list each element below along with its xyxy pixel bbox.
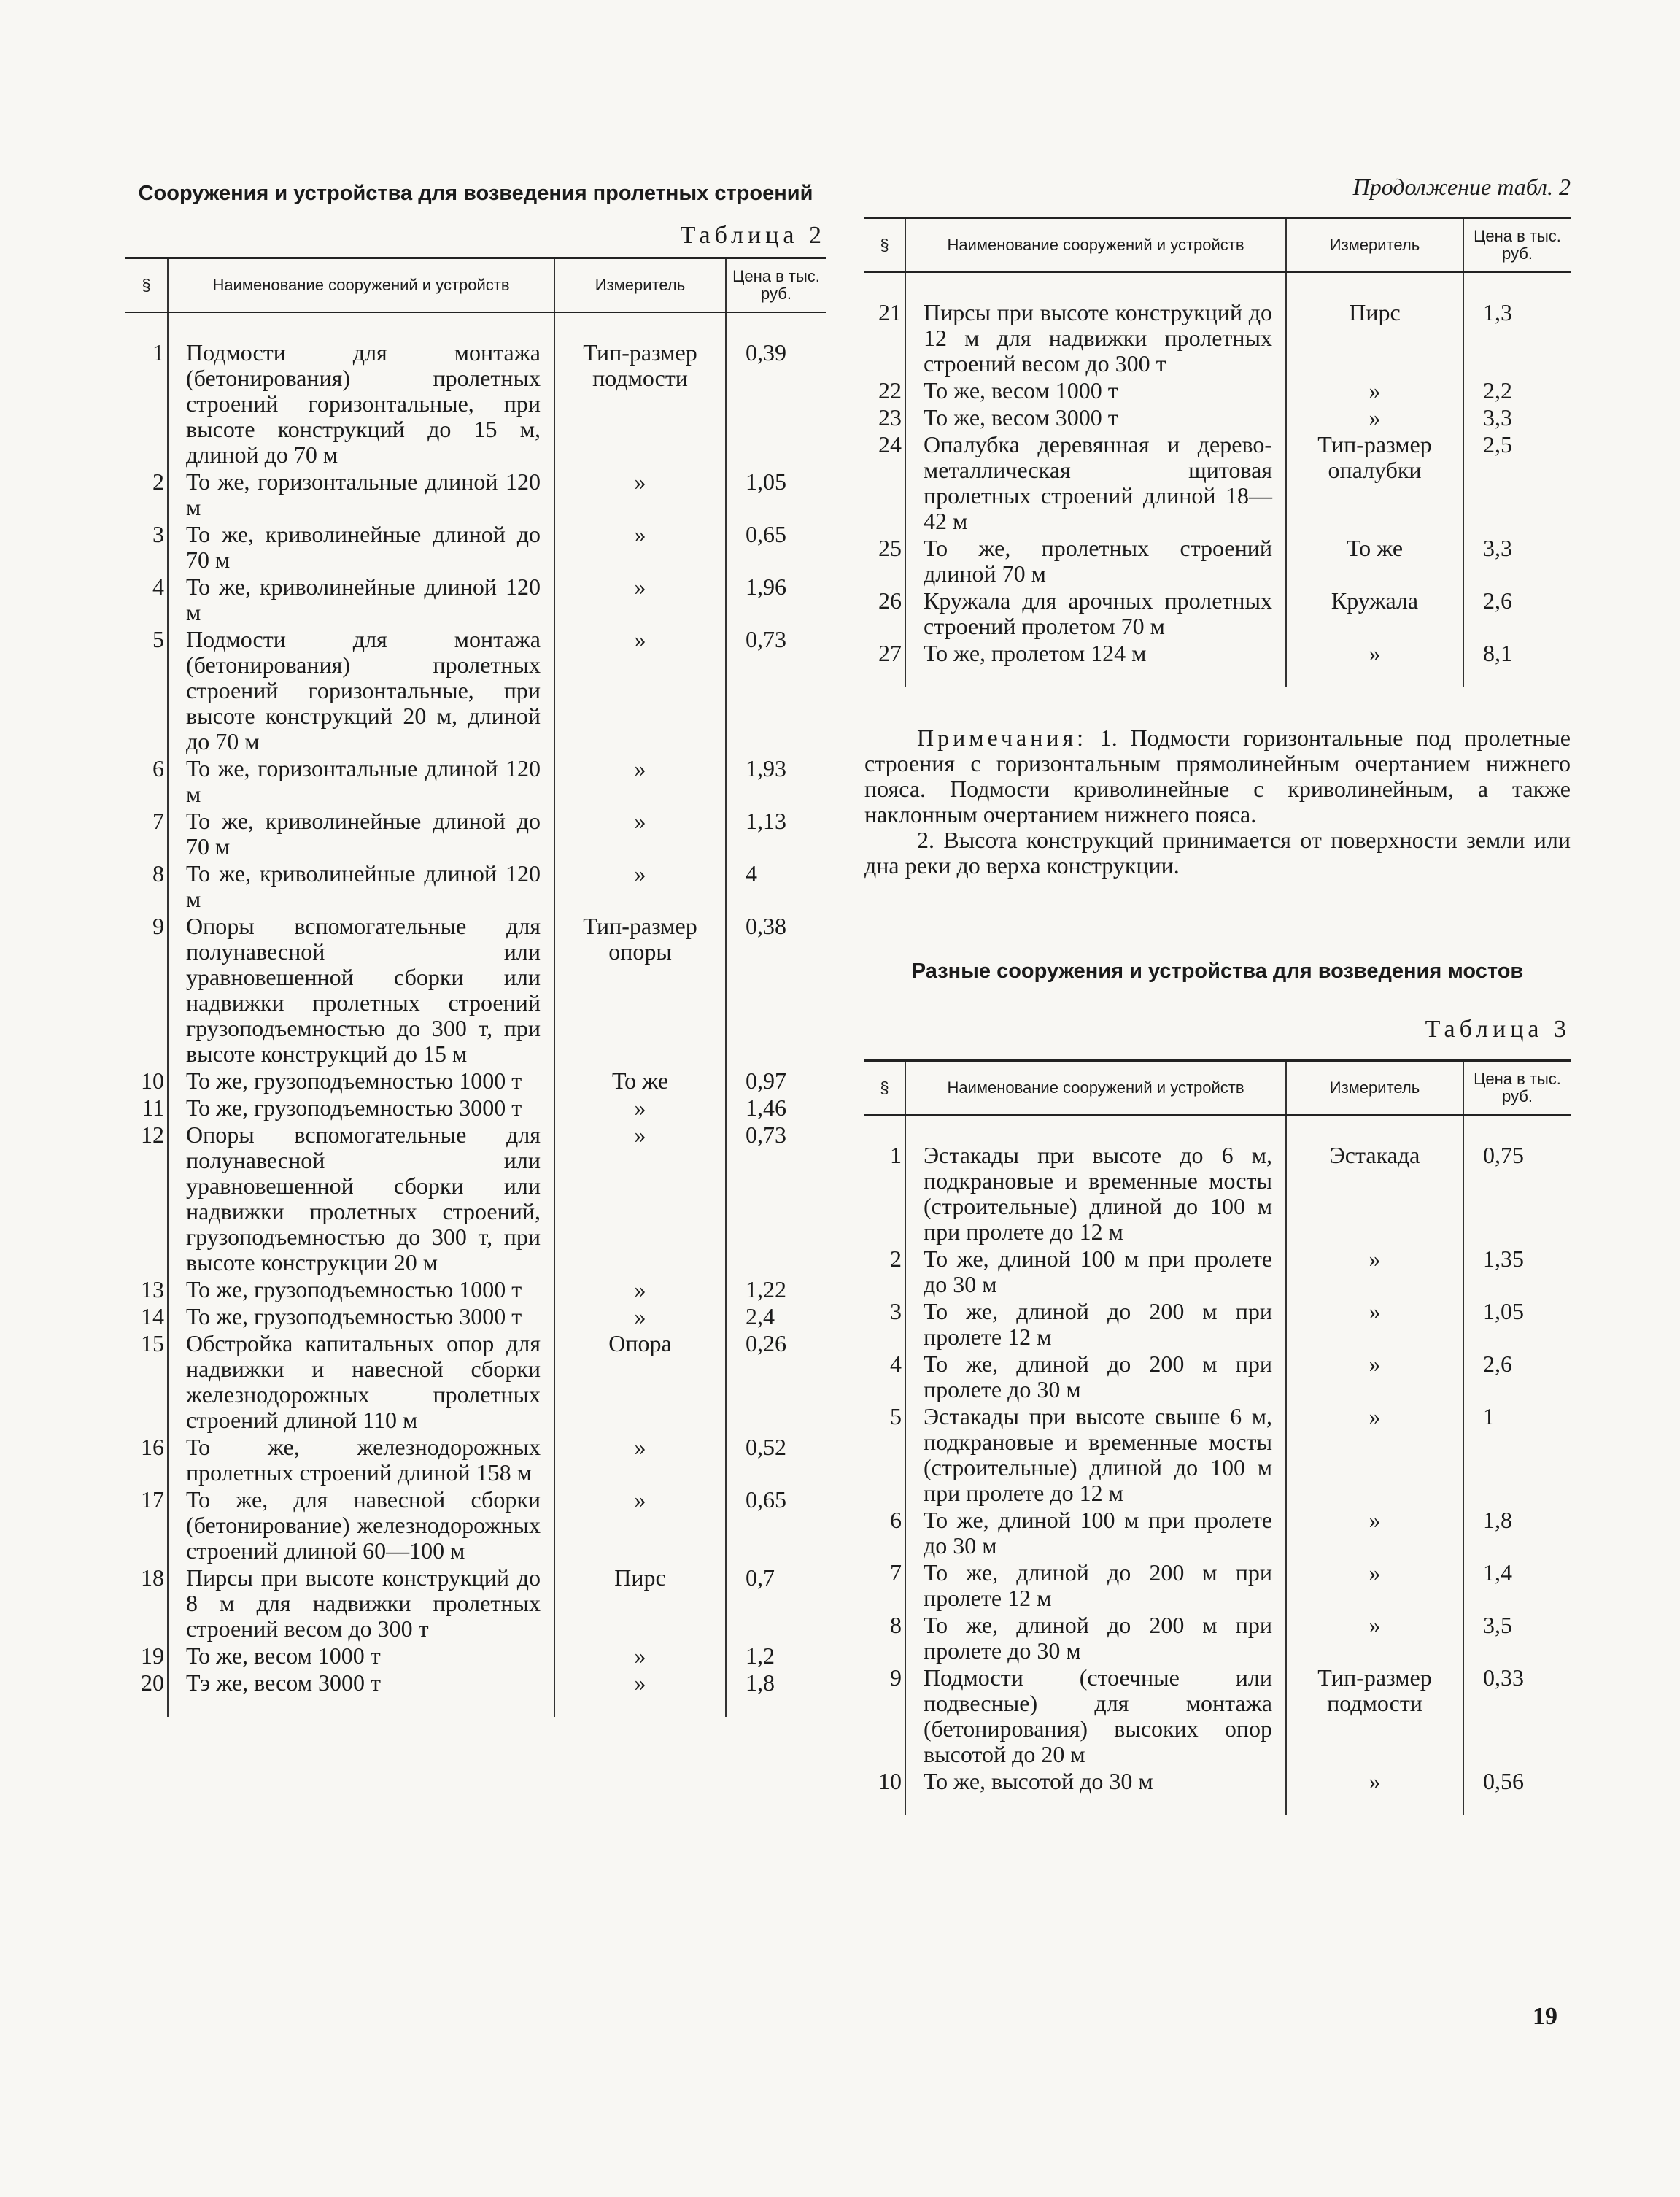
row-price: 1,96 — [726, 574, 826, 626]
table-row — [864, 1768, 1571, 1795]
row-price: 0,97 — [726, 1067, 826, 1094]
page-number: 19 — [1533, 2003, 1557, 2030]
row-measure: » — [554, 1094, 726, 1121]
row-measure: Кружала — [1286, 587, 1463, 640]
row-number: 15 — [141, 1330, 164, 1356]
row-number: 6 — [152, 755, 164, 781]
row-measure: » — [1286, 1403, 1463, 1507]
table-row — [864, 404, 1571, 431]
row-number: 17 — [141, 1486, 164, 1513]
row-number: 4 — [152, 574, 164, 600]
row-price: 1,46 — [726, 1094, 826, 1121]
row-number: 8 — [890, 1612, 902, 1638]
row-price: 2,6 — [1463, 587, 1571, 640]
table-row — [125, 1330, 826, 1434]
table-row — [125, 521, 826, 574]
table-row — [125, 1669, 826, 1696]
row-measure: То же — [1286, 535, 1463, 587]
row-measure: » — [554, 1121, 726, 1276]
row-name: То же, длиной 100 м при пролете до 30 м — [905, 1246, 1286, 1298]
row-price: 0,33 — [1463, 1664, 1571, 1768]
row-number: 26 — [878, 587, 902, 614]
row-number: 7 — [152, 808, 164, 834]
col-header-price: Цена в тыс. руб. — [726, 258, 826, 313]
row-measure: » — [1286, 1351, 1463, 1403]
row-name: То же, грузоподъемностью 1000 т — [168, 1276, 554, 1303]
row-price: 1,05 — [726, 468, 826, 521]
col-header-paragraph: § — [864, 1061, 905, 1116]
table-row — [125, 1121, 826, 1276]
row-measure: » — [1286, 1612, 1463, 1664]
row-price: 1 — [1463, 1403, 1571, 1507]
row-price: 2,5 — [1463, 431, 1571, 535]
row-number: 14 — [141, 1303, 164, 1329]
row-name: Пирсы при высоте конструкций до 8 м для надвижки пролетных строений весом до 300 т — [168, 1564, 554, 1642]
row-price: 2,4 — [726, 1303, 826, 1330]
row-number: 22 — [878, 377, 902, 404]
row-price: 1,93 — [726, 755, 826, 808]
table-row — [864, 1507, 1571, 1559]
row-name: То же, криволинейные длиной до 70 м — [168, 808, 554, 860]
table-row — [864, 1298, 1571, 1351]
row-name: Подмости для монтажа (бетонирования) пролетных строений горизонтальные, при высоте конструкций 20 м, длиной до 70 м — [168, 626, 554, 755]
table-row — [125, 1094, 826, 1121]
row-name: То же, длиной до 200 м при пролете 12 м — [905, 1559, 1286, 1612]
row-measure: То же — [554, 1067, 726, 1094]
row-measure: » — [1286, 1507, 1463, 1559]
row-price: 0,73 — [726, 626, 826, 755]
row-number: 13 — [141, 1276, 164, 1302]
row-measure: Тип-размер опоры — [554, 913, 726, 1067]
row-measure: » — [554, 755, 726, 808]
row-measure: Эстакада — [1286, 1142, 1463, 1246]
table-row — [864, 377, 1571, 404]
row-measure: » — [554, 521, 726, 574]
row-measure: » — [554, 1669, 726, 1696]
row-measure: » — [554, 1486, 726, 1564]
row-price: 8,1 — [1463, 640, 1571, 667]
row-name: То же, длиной до 200 м при пролете 12 м — [905, 1298, 1286, 1351]
row-measure: » — [554, 1434, 726, 1486]
row-name: Кружала для арочных пролетных строений пролетом 70 м — [905, 587, 1286, 640]
row-price: 0,38 — [726, 913, 826, 1067]
row-measure: Тип-размер подмости — [1286, 1664, 1463, 1768]
table-row — [125, 1564, 826, 1642]
row-name: Эстакады при высоте свыше 6 м, подкрановые и временные мосты (строительные) длиной до 100 м при пролете до 12 м — [905, 1403, 1286, 1507]
row-number: 16 — [141, 1434, 164, 1460]
row-price: 0,65 — [726, 521, 826, 574]
row-price: 1,35 — [1463, 1246, 1571, 1298]
row-price: 0,52 — [726, 1434, 826, 1486]
row-price: 1,8 — [1463, 1507, 1571, 1559]
row-name: Эстакады при высоте до 6 м, подкрановые и временные мосты (строительные) длиной до 100 м при пролете до 12 м — [905, 1142, 1286, 1246]
row-price: 1,05 — [1463, 1298, 1571, 1351]
row-name: То же, горизонтальные длиной 120 м — [168, 468, 554, 521]
table-row — [864, 1664, 1571, 1768]
row-name: Пирсы при высоте конструкций до 12 м для надвижки пролетных строений весом до 300 т — [905, 299, 1286, 377]
row-measure: Тип-размер подмости — [554, 339, 726, 468]
table-row — [125, 1067, 826, 1094]
table-row — [864, 431, 1571, 535]
row-name: То же, длиной 100 м при пролете до 30 м — [905, 1507, 1286, 1559]
row-measure: Тип-размер опалубки — [1286, 431, 1463, 535]
row-number: 23 — [878, 404, 902, 430]
row-name: То же, криволинейные длиной 120 м — [168, 574, 554, 626]
table-row — [864, 587, 1571, 640]
row-name: То же, для навесной сборки (бетонирование) железнодорожных строений длиной 60—100 м — [168, 1486, 554, 1564]
row-measure: » — [554, 860, 726, 913]
row-name: То же, грузоподъемностью 3000 т — [168, 1094, 554, 1121]
table-row — [125, 860, 826, 913]
row-name: То же, грузоподъемностью 1000 т — [168, 1067, 554, 1094]
row-name: То же, горизонтальные длиной 120 м — [168, 755, 554, 808]
row-number: 3 — [152, 521, 164, 547]
row-price: 1,2 — [726, 1642, 826, 1669]
row-name: То же, весом 3000 т — [905, 404, 1286, 431]
row-number: 1 — [890, 1142, 902, 1168]
table-row — [125, 626, 826, 755]
table-3 — [864, 1059, 1571, 1815]
table-row — [125, 913, 826, 1067]
table-row — [125, 339, 826, 468]
table-row — [864, 1142, 1571, 1246]
col-header-name: Наименование сооружений и устройств — [905, 218, 1286, 273]
right-column — [864, 174, 1571, 1815]
notes-heading: Примечания: — [917, 725, 1088, 751]
row-measure: » — [1286, 1559, 1463, 1612]
table-row — [125, 755, 826, 808]
row-measure: » — [554, 574, 726, 626]
row-measure: » — [1286, 1768, 1463, 1795]
row-name: Обстройка капитальных опор для надвижки и навесной сборки железнодорожных пролетных строений длиной 110 м — [168, 1330, 554, 1434]
row-price: 0,75 — [1463, 1142, 1571, 1246]
table-row — [864, 1559, 1571, 1612]
row-number: 21 — [878, 299, 902, 325]
row-measure: Пирс — [554, 1564, 726, 1642]
row-price: 3,5 — [1463, 1612, 1571, 1664]
row-number: 12 — [141, 1121, 164, 1148]
row-price: 3,3 — [1463, 535, 1571, 587]
row-measure: » — [554, 626, 726, 755]
table-row — [125, 1486, 826, 1564]
table-2-continued — [864, 217, 1571, 687]
row-price: 0,7 — [726, 1564, 826, 1642]
table3-title: Разные сооружения и устройства для возведения мостов — [911, 960, 1524, 983]
row-price: 1,13 — [726, 808, 826, 860]
col-header-price: Цена в тыс. руб. — [1463, 1061, 1571, 1116]
row-price: 4 — [726, 860, 826, 913]
row-name: То же, длиной до 200 м при пролете до 30 м — [905, 1351, 1286, 1403]
col-header-measure: Измеритель — [554, 258, 726, 313]
row-number: 20 — [141, 1669, 164, 1696]
row-price: 1,3 — [1463, 299, 1571, 377]
row-number: 24 — [878, 431, 902, 457]
row-number: 1 — [152, 339, 164, 366]
table-row — [125, 1303, 826, 1330]
row-number: 10 — [141, 1067, 164, 1094]
row-number: 9 — [890, 1664, 902, 1691]
row-number: 11 — [142, 1094, 164, 1121]
table-row — [864, 1351, 1571, 1403]
row-number: 6 — [890, 1507, 902, 1533]
row-price: 0,65 — [726, 1486, 826, 1564]
row-name: То же, весом 1000 т — [168, 1642, 554, 1669]
row-number: 18 — [141, 1564, 164, 1591]
table-row — [125, 808, 826, 860]
row-number: 4 — [890, 1351, 902, 1377]
table2-label: Таблица 2 — [680, 222, 826, 249]
col-header-price: Цена в тыс. руб. — [1463, 218, 1571, 273]
table-row — [864, 299, 1571, 377]
row-measure: » — [1286, 1246, 1463, 1298]
row-price: 1,4 — [1463, 1559, 1571, 1612]
row-measure: » — [554, 808, 726, 860]
row-name: То же, криволинейные длиной 120 м — [168, 860, 554, 913]
col-header-name: Наименование сооружений и устройств — [168, 258, 554, 313]
row-measure: » — [1286, 1298, 1463, 1351]
row-price: 0,26 — [726, 1330, 826, 1434]
notes — [864, 725, 1571, 879]
row-measure: » — [554, 1642, 726, 1669]
row-number: 8 — [152, 860, 164, 887]
note-1-text: 1. Подмости горизонтальные под пролетные строения с горизонтальным прямолинейным очертанием нижнего пояса. Подмости криволинейные с криволинейным, а также наклонным очертанием нижнего пояса. — [864, 725, 1571, 827]
table-row — [864, 1403, 1571, 1507]
table-row — [125, 1276, 826, 1303]
table-2 — [125, 257, 826, 1717]
row-name: Опалубка деревянная и дерево-металлическая щитовая пролетных строений длиной 18—42 м — [905, 431, 1286, 535]
col-header-name: Наименование сооружений и устройств — [905, 1061, 1286, 1116]
row-name: Тэ же, весом 3000 т — [168, 1669, 554, 1696]
row-price: 3,3 — [1463, 404, 1571, 431]
row-name: То же, пролетом 124 м — [905, 640, 1286, 667]
table-row — [864, 640, 1571, 667]
row-measure: » — [1286, 404, 1463, 431]
row-price: 2,2 — [1463, 377, 1571, 404]
table-row — [864, 1246, 1571, 1298]
table-row — [125, 468, 826, 521]
table2-continuation-label: Продолжение табл. 2 — [1352, 174, 1571, 200]
row-number: 10 — [878, 1768, 902, 1794]
row-number: 19 — [141, 1642, 164, 1669]
row-number: 25 — [878, 535, 902, 561]
table2-title: Сооружения и устройства для возведения пролетных строений — [138, 182, 813, 205]
note-1 — [864, 725, 1571, 827]
row-name: Опоры вспомогательные для полунавесной или уравновешенной сборки или надвижки пролетных строений грузоподъемностью до 300 т, при высоте конструкций до 15 м — [168, 913, 554, 1067]
row-measure: » — [1286, 377, 1463, 404]
table3-label: Таблица 3 — [1425, 1016, 1571, 1043]
row-name: Подмости (стоечные или подвесные) для монтажа (бетонирования) высоких опор высотой до 20 м — [905, 1664, 1286, 1768]
row-measure: Опора — [554, 1330, 726, 1434]
row-name: То же, весом 1000 т — [905, 377, 1286, 404]
left-column — [125, 181, 826, 1717]
table-row — [125, 1642, 826, 1669]
row-name: То же, высотой до 30 м — [905, 1768, 1286, 1795]
table-row — [864, 1612, 1571, 1664]
table-row — [125, 574, 826, 626]
row-number: 7 — [890, 1559, 902, 1586]
row-measure: » — [554, 1276, 726, 1303]
row-number: 5 — [152, 626, 164, 652]
col-header-measure: Измеритель — [1286, 1061, 1463, 1116]
col-header-paragraph: § — [125, 258, 168, 313]
row-price: 0,73 — [726, 1121, 826, 1276]
row-number: 2 — [152, 468, 164, 495]
row-number: 3 — [890, 1298, 902, 1324]
row-name: То же, пролетных строений длиной 70 м — [905, 535, 1286, 587]
row-measure: Пирс — [1286, 299, 1463, 377]
row-name: То же, криволинейные длиной до 70 м — [168, 521, 554, 574]
row-name: То же, железнодорожных пролетных строений длиной 158 м — [168, 1434, 554, 1486]
row-name: То же, длиной до 200 м при пролете до 30 м — [905, 1612, 1286, 1664]
row-name: Опоры вспомогательные для полунавесной или уравновешенной сборки или надвижки пролетных строений, грузоподъемностью до 300 т, при высоте конструкции 20 м — [168, 1121, 554, 1276]
row-number: 5 — [890, 1403, 902, 1429]
row-measure: » — [554, 1303, 726, 1330]
note-2: 2. Высота конструкций принимается от поверхности земли или дна реки до верха конструкции. — [864, 827, 1571, 879]
row-price: 0,39 — [726, 339, 826, 468]
row-number: 2 — [890, 1246, 902, 1272]
table-row — [125, 1434, 826, 1486]
row-number: 9 — [152, 913, 164, 939]
row-number: 27 — [878, 640, 902, 666]
row-price: 2,6 — [1463, 1351, 1571, 1403]
col-header-paragraph: § — [864, 218, 905, 273]
row-measure: » — [554, 468, 726, 521]
row-measure: » — [1286, 640, 1463, 667]
row-name: Подмости для монтажа (бетонирования) пролетных строений горизонтальные, при высоте конструкций до 15 м, длиной до 70 м — [168, 339, 554, 468]
col-header-measure: Измеритель — [1286, 218, 1463, 273]
table-row — [864, 535, 1571, 587]
row-price: 1,8 — [726, 1669, 826, 1696]
row-price: 1,22 — [726, 1276, 826, 1303]
row-name: То же, грузоподъемностью 3000 т — [168, 1303, 554, 1330]
row-price: 0,56 — [1463, 1768, 1571, 1795]
